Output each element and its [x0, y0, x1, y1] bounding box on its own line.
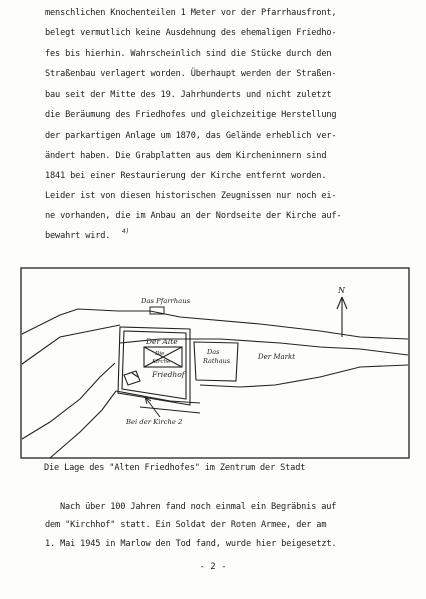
body-text-line: menschlichen Knochenteilen 1 Meter vor der Pfarrhausfront,	[45, 8, 337, 18]
body-text-line: ne vorhanden, die im Anbau an der Nordseite der Kirche auf-	[45, 211, 342, 221]
label-rathaus: Rathaus	[203, 357, 231, 365]
footnote-mark: 4)	[122, 228, 130, 235]
label-kirche-die: Die	[155, 351, 165, 357]
body-text-line: fes bis hierhin. Wahrscheinlich sind die Stücke durch den	[45, 49, 332, 59]
body-text-line: dem "Kirchhof" statt. Ein Soldat der Roten Armee, der am	[45, 520, 327, 530]
body-text-line: bewahrt wird.	[45, 231, 111, 241]
body-text-line: der parkartigen Anlage um 1870, das Gelände erheblich ver-	[45, 131, 337, 141]
body-text-line: Nach über 100 Jahren fand noch einmal ein Begräbnis auf	[60, 502, 337, 512]
label-der-alte: Der Alte	[146, 337, 178, 346]
page-number: - 2 -	[199, 562, 227, 572]
label-bei-der-kirche: Bei der Kirche 2	[126, 418, 183, 426]
body-text-line: belegt vermutlich keine Ausdehnung des ehemaligen Friedho-	[45, 28, 337, 38]
body-text-line: ändert haben. Die Grabplatten aus dem Kircheninnern sind	[45, 151, 327, 161]
figure-caption: Die Lage des "Alten Friedhofes" im Zentrum der Stadt	[44, 463, 306, 473]
label-rathaus-das: Das	[207, 348, 220, 356]
body-text-line: 1841 bei einer Restaurierung der Kirche entfernt worden.	[45, 171, 327, 181]
body-text-line: Straßenbau verlagert worden. Überhaupt werden der Straßen-	[45, 69, 337, 79]
body-text-line: 1. Mai 1945 in Marlow den Tod fand, wurde hier beigesetzt.	[45, 539, 337, 549]
label-friedhof: Friedhof	[152, 370, 185, 379]
label-pfarrhaus: Das Pfarrhaus	[141, 297, 191, 305]
town-map-sketch	[20, 267, 410, 459]
body-text-line: Leider ist von diesen historischen Zeugnissen nur noch ei-	[45, 191, 337, 201]
north-arrow	[337, 297, 347, 337]
label-markt: Der Markt	[258, 353, 296, 361]
body-text-line: bau seit der Mitte des 19. Jahrhunderts und nicht zuletzt	[45, 90, 332, 100]
label-kirche: Kirche	[152, 359, 171, 365]
map-roads	[22, 309, 408, 458]
label-north: N	[338, 286, 345, 295]
body-text-line: die Beräumung des Friedhofes und gleichzeitige Herstellung	[45, 110, 337, 120]
